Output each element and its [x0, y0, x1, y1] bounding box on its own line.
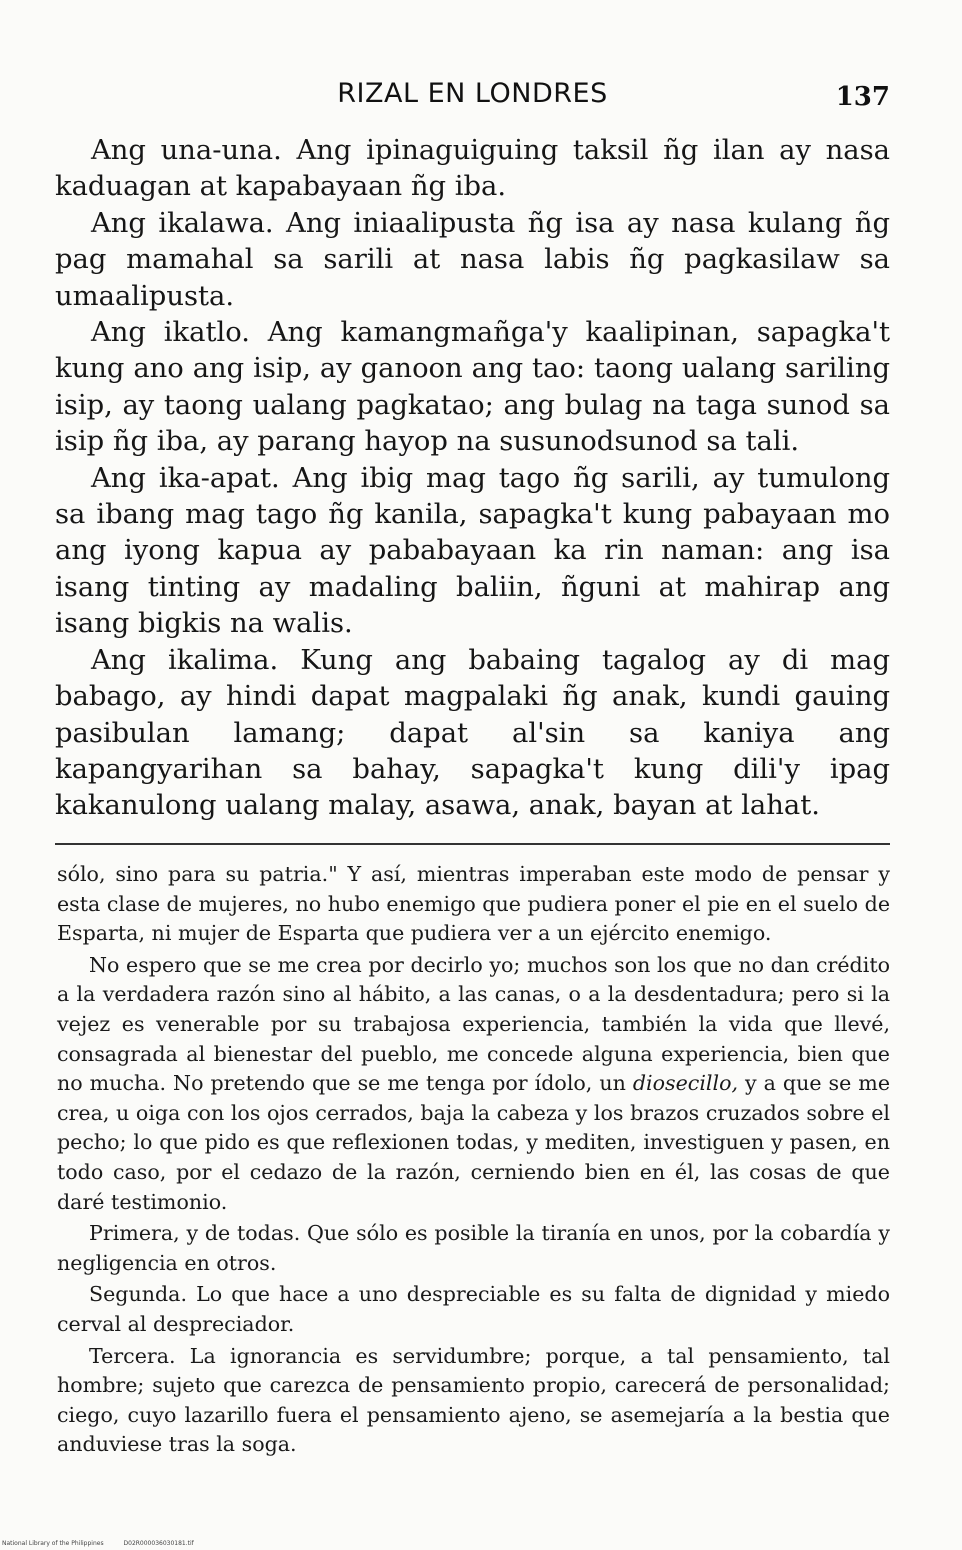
file-code: D02R000036030181.tif: [123, 1540, 194, 1547]
note-continuation: sólo, sino para su patria." Y así, mientras imperaban este modo de pensar y esta clase de mujeres, no hubo enemigo que pudiera poner el pie en el suelo de Esparta, ni mujer de Esparta que pudiera ver a un ejército enemigo.: [57, 862, 891, 946]
note-tercera: Tercera. La ignorancia es servidumbre; porque, a tal pensamiento, tal hombre; sujeto que carezca de pensamiento propio, carecerá de personalidad; ciego, cuyo lazarillo fuera el pensamiento ajeno, se asemejaría a la bestia que anduviese tras la soga.: [57, 1343, 890, 1457]
footnote-divider: [55, 843, 890, 845]
note-segunda: Segunda. Lo que hace a uno despreciable es su falta de dignidad y miedo cerval al despreciador.: [57, 1282, 890, 1336]
paragraph-ikatlo: Ang ikatlo. Ang kamangmañga'y kaalipinan, sapagka't kung ano ang isip, ay ganoon ang tao: taong ualang sariling isip, ay taong ualang pagkatao; ang bulag na taga sunod sa isip ñg iba, ay parang hayop na susunodsunod sa tali.: [55, 317, 890, 458]
paragraph-ikalawa: Ang ikalawa. Ang iniaalipusta ñg isa ay nasa kulang ñg pag mamahal sa sarili at nasa labis ñg pagkasilaw sa umaalipusta.: [55, 207, 890, 312]
library-credit: National Library of the Philippines: [2, 1540, 104, 1547]
note-italic-term: diosecillo,: [632, 1071, 739, 1096]
paragraph-ikalima: Ang ikalima. Kung ang babaing tagalog ay di mag babago, ay hindi dapat magpalaki ñg anak, kundi gauing pasibulan lamang; dapat al'sin sa kaniya ang kapangyarihan sa bahay, sapagka't kung dili'y ipag kakanulong ualang malay, asawa, anak, bayan at lahat.: [55, 644, 890, 822]
main-text: [55, 133, 890, 825]
paragraph-una: Ang una-una. Ang ipinaguiguing taksil ñg ilan ay nasa kaduagan at kapabayaan ñg iba.: [55, 135, 890, 203]
paragraph-ika-apat: Ang ika-apat. Ang ibig mag tago ñg sarili, ay tumulong sa ibang mag tago ñg kanila, sapagka't kung pabayaan mo ang iyong kapua ay pababayaan ka rin naman: ang isa isang tinting ay madaling baliin, ñguni at mahirap ang isang bigkis na walis.: [55, 462, 890, 640]
note-text-part: No espero que se me crea por decirlo yo; muchos son los que no dan crédito a la verdadera razón sino al hábito, a las canas, o a la desdentadura; pero si la vejez es venerable por su trabajosa experiencia, también la vida que llevé, consagrada al bienestar del pueblo, me concede alguna experiencia, bien que no mucha. No pretendo que se me tenga por ídolo, un: [57, 952, 890, 1096]
scan-footer: [2, 1540, 212, 1547]
running-title: RIZAL EN LONDRES: [337, 78, 608, 109]
note-primera: Primera, y de todas. Que sólo es posible la tiranía en unos, por la cobardía y negligencia en otros.: [57, 1221, 890, 1275]
page-header: [55, 74, 890, 124]
note-paragraph-no-espero: [57, 951, 890, 1217]
footnote-text: [57, 860, 890, 1460]
page-number: 137: [835, 82, 890, 112]
note-text-part: y a que se me crea, u oiga con los ojos cerrados, baja la cabeza y los brazos cruzados sobre el pecho; lo que pido es que reflexionen todas, y mediten, investiguen y pasen, en todo caso, por el cedazo de la razón, cerniendo bien en él, las cosas de que daré testimonio.: [57, 1071, 891, 1214]
